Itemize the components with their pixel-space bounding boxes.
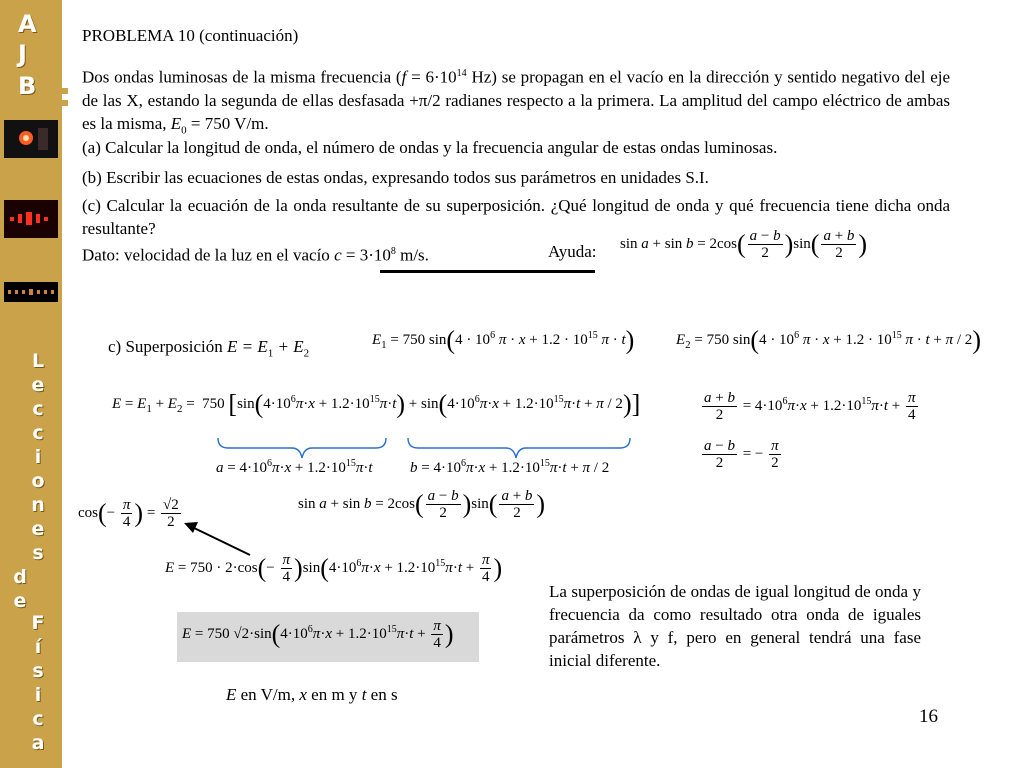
side-text-letter: d <box>13 566 27 588</box>
problem-statement: Dos ondas luminosas de la misma frecuencia ($f = 6\cdot 10^{14}$ Hz) se propagan en el vacío en la dirección y sentido negativo del eje de las X, estando la segunda de ellas desfasada +π/2 radianes respecto a la primera. La amplitud del campo eléctrico de ambas es la misma, $E_0 = 750$ V/m. <box>82 67 951 137</box>
side-text-letter: e <box>31 518 45 540</box>
section-c-title: c) Superposición $E = E_1 + E_2$ <box>108 337 310 360</box>
question-a: (a) Calcular la longitud de onda, el número de ondas y la frecuencia angular de estas ondas luminosas. <box>82 138 778 157</box>
side-text-letter: c <box>32 708 44 730</box>
side-text-letter: e <box>13 590 27 612</box>
equation-e1: $E_1 = 750$ $\sin(4 \cdot 10^6$ $\pi \cdot x + 1.2 \cdot 10^{15}$ π · t) <box>372 325 635 355</box>
question-b: (b) Escribir las ecuaciones de estas ondas, expresando todos sus parámetros en unidades S.I. <box>82 168 709 187</box>
equation-sum: $E = E_1 + E_2 = 750$ $[\sin(4\cdot 10^6\pi\cdot x + 1.2\cdot 10^{15}\pi\cdot t) + \sin(4\cdot 10^6\pi\cdot x + 1.2\cdot 10^{15}\pi\cdot t + \pi / 2)]$ <box>112 389 641 419</box>
hint-formula: sin a + sin b = 2cos( $\frac{a - b}{2}$ )sin( $\frac{a + b}{2}$ ) <box>620 228 868 261</box>
side-text-letter: o <box>31 470 45 492</box>
side-text-letter: L <box>31 350 45 372</box>
logo-letter-a: A <box>18 10 37 38</box>
side-text-letter: i <box>34 684 42 706</box>
definition-a: $a = 4\cdot 10^6\pi\cdot x + 1.2\cdot 10^{15}\pi\cdot t$ <box>216 458 373 476</box>
given-data: Dato: velocidad de la luz en el vacío $c = 3\cdot 10^8$ m/s. <box>82 245 429 265</box>
hint-label: Ayuda: <box>548 242 597 261</box>
page-number: 16 <box>919 706 938 727</box>
half-difference: $\frac{a - b}{2}$ = − $\frac{\pi}{2}$ <box>704 438 779 471</box>
side-text-letter: c <box>32 422 44 444</box>
question-c: (c) Calcular la ecuación de la onda resultante de su superposición. ¿Qué longitud de onda y qué frecuencia tiene dicha onda resultante? <box>82 196 950 238</box>
side-text-letter: i <box>34 446 42 468</box>
side-text-letter: a <box>31 732 45 754</box>
side-text-letter: í <box>34 636 42 658</box>
side-text-letter: F <box>31 612 45 634</box>
equation-e2: $E_2 = 750$ $\sin(4 \cdot 10^6$ $\pi \cdot x + 1.2 \cdot 10^{15}$ π · t + π / 2) <box>676 325 981 355</box>
side-text-letter: c <box>32 398 44 420</box>
page-title: PROBLEMA 10 (continuación) <box>82 26 299 45</box>
side-text-letter: s <box>32 660 44 682</box>
side-text-letter: n <box>31 494 45 516</box>
logo-letter-j: J <box>18 40 27 68</box>
cosine-value: cos(− $\frac{\pi}{4}$ ) = $\frac{√2}{2}$ <box>78 497 179 530</box>
side-text-letter: s <box>32 542 44 564</box>
half-sum: $\frac{a + b}{2}$ = $4\cdot 10^6\pi\cdot x + 1.2\cdot 10^{15}\pi\cdot t$ + $\frac{\pi}{4}$ <box>704 390 916 423</box>
conclusion-text: La superposición de ondas de igual longitud de onda y frecuencia da como resultado otra onda de iguales parámetros λ y f, pero en general tendrá una fase inicial diferente. <box>549 582 921 670</box>
equation-expanded: E = 750 · 2·cos(− $\frac{\pi}{4}$ )$\sin(4\cdot 10^6\pi\cdot x + 1.2\cdot 10^{15}\pi\cdot t$ + $\frac{\pi}{4}$ ) <box>165 552 503 585</box>
side-text-letter: e <box>31 374 45 396</box>
definition-b: $b = 4\cdot 10^6\pi\cdot x + 1.2\cdot 10^{15}\pi\cdot t + \pi / 2$ <box>410 458 610 476</box>
equation-result: E = 750 $√2\cdot\sin(4\cdot 10^6\pi\cdot x + 1.2\cdot 10^{15}\pi\cdot t$ + $\frac{\pi}{4}$ ) <box>182 618 454 651</box>
logo-letter-b: B <box>18 72 37 100</box>
units-note: E en V/m, x en m y t en s <box>226 685 398 704</box>
identity-formula: sin a + sin b = 2cos( $\frac{a - b}{2}$ )sin( $\frac{a + b}{2}$ ) <box>298 488 546 521</box>
